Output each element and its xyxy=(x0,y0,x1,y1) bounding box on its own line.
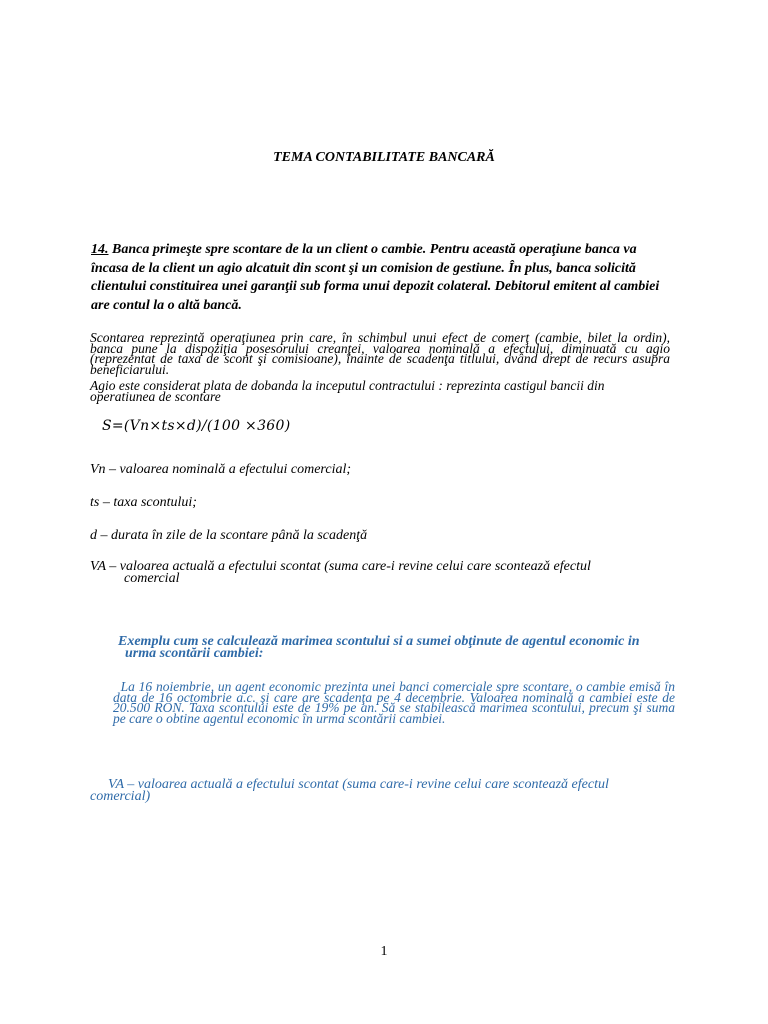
va-blue-line1: VA – valoarea actuală a efectului scontat (suma care-i revine celui care sconteazǎ efectul xyxy=(108,777,609,792)
definition-va-line1: VA – valoarea actuală a efectului scontat (suma care-i revine celui care sconteazǎ efectul xyxy=(90,559,591,574)
problem-text: Banca primeşte spre scontare de la un client o cambie. Pentru această operaţiune banca va încasa de la client un agio alcatuit din scont şi un comision de gestiune. În plus, banca solicită clientului constituirea unei garanţii sub forma unui depozit colateral. Debitorul emitent al cambiei are contul la o altă bancă. xyxy=(91,242,660,313)
va-blue-line2: comercial) xyxy=(90,788,151,804)
scontare-definition: Scontarea reprezintă operaţiunea prin care, în schimbul unui efect de comerţ (cambie, bilet la ordin), banca pune la dispoziţia posesorului creanţei, valoarea nominală a efectului, diminuată cu agio (reprezentat de taxa de scont şi comisioane), înainte de scadenţa titlului, având drept de recurs asupra beneficiarului. xyxy=(90,330,670,377)
problem-statement xyxy=(91,241,671,315)
problem-number: 14. xyxy=(91,242,109,257)
definition-vn: Vn – valoarea nominală a efectului comercial; xyxy=(90,462,352,477)
agio-definition: Agio este considerat plata de dobanda la inceputul contractului : reprezinta castigul bancii din operatiunea de scontare xyxy=(90,378,605,404)
definition-va xyxy=(90,561,676,584)
example-title-line2: urma scontării cambiei: xyxy=(125,645,264,661)
definition-ts: ts – taxa scontului; xyxy=(90,495,197,510)
definition-va-line2: comercial xyxy=(124,570,180,586)
example-title-line1: Exemplu cum se calculează marimea scontului si a sumei obţinute de agentul economic in xyxy=(118,634,640,649)
document-title: TEMA CONTABILITATE BANCARĂ xyxy=(273,150,495,165)
scont-formula: S=(Vn×ts×d)/(100 ×360) xyxy=(102,418,291,434)
example-title xyxy=(118,636,678,659)
va-definition-blue xyxy=(90,779,680,802)
example-body: La 16 noiembrie, un agent economic prezinta unei banci comerciale spre scontare, o cambie emisă în data de 16 octombrie a.c. şi care are scadenţa pe 4 decembrie. Valoarea nominală a cambiei este de 20.500 RON. Taxa scontului este de 19% pe an. Să se stabilească marimea scontului, precum şi suma pe care o obtine agentul economic în urma scontării cambiei. xyxy=(113,679,679,726)
page-number: 1 xyxy=(380,944,388,959)
definition-d: d – durata în zile de la scontare până la scadenţă xyxy=(90,528,368,543)
